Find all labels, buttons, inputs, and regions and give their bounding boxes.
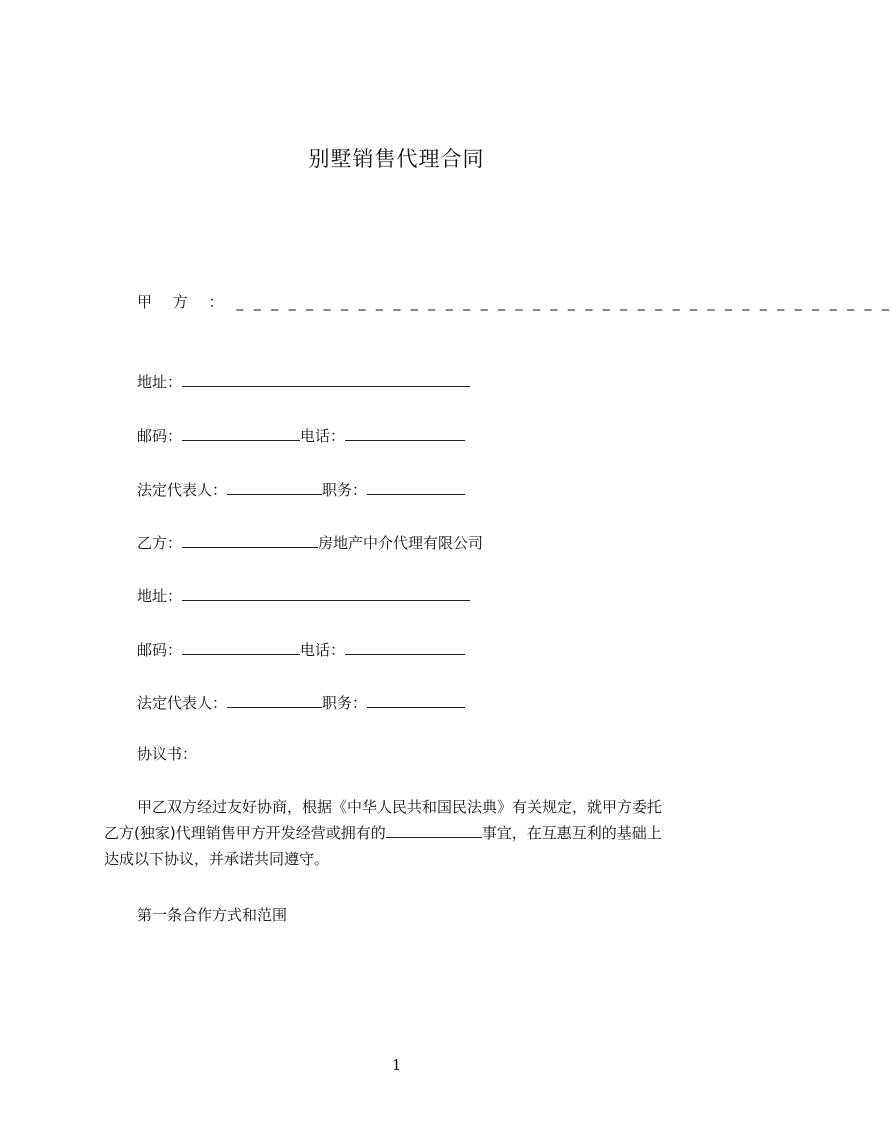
intro-line-2-end: 事宜，在互惠互利的基础上 <box>481 824 662 842</box>
party-b-label: 乙方： <box>137 534 183 552</box>
document-title: 别墅销售代理合同 <box>308 147 485 171</box>
party-a-rep-blank <box>227 479 322 495</box>
intro-paragraph <box>104 794 704 872</box>
page-number: 1 <box>391 1056 402 1074</box>
party-b-address-blank <box>182 585 470 601</box>
intro-property-blank <box>386 822 482 838</box>
party-b-position-blank <box>367 692 465 708</box>
party-b-line <box>137 532 483 553</box>
party-b-name-blank <box>182 532 318 548</box>
party-b-phone-blank <box>345 639 465 655</box>
party-a-phone-label: 电话： <box>300 427 346 445</box>
party-b-company-suffix: 房地产中介代理有限公司 <box>318 534 484 552</box>
party-a-address-line <box>137 371 470 392</box>
party-a-name-blank: _ _ _ _ _ _ _ _ _ _ _ _ _ _ _ _ _ _ _ _ _ _ _ _ _ _ _ _ _ _ _ _ _ _ _ _ _ _ <box>236 295 892 311</box>
party-a-address-blank <box>182 371 470 387</box>
intro-line-1: 甲乙双方经过友好协商，根据《中华人民共和国民法典》有关规定，就甲方委托 <box>137 798 663 816</box>
agreement-heading: 协议书： <box>137 745 198 763</box>
party-b-rep-line <box>137 692 465 713</box>
party-a-line <box>137 292 892 313</box>
party-a-rep-label: 法定代表人： <box>137 481 228 499</box>
party-b-rep-blank <box>227 692 322 708</box>
party-a-postcode-label: 邮码： <box>137 427 183 445</box>
intro-line-2 <box>104 820 704 846</box>
party-b-position-label: 职务： <box>322 694 368 712</box>
party-b-postcode-label: 邮码： <box>137 641 183 659</box>
party-a-position-label: 职务： <box>322 481 368 499</box>
party-b-phone-label: 电话： <box>300 641 346 659</box>
party-b-rep-label: 法定代表人： <box>137 694 228 712</box>
party-a-phone-blank <box>345 425 465 441</box>
party-b-address-label: 地址： <box>137 587 183 605</box>
party-b-address-line <box>137 585 470 606</box>
intro-line-3: 达成以下协议，并承诺共同遵守。 <box>104 850 330 868</box>
intro-line-2-start: 乙方(独家)代理销售甲方开发经营或拥有的 <box>104 824 386 842</box>
party-a-rep-line <box>137 479 465 500</box>
party-a-label: 甲 方 ： <box>137 293 232 311</box>
party-b-postcode-blank <box>182 639 300 655</box>
party-a-address-label: 地址： <box>137 373 183 391</box>
party-a-position-blank <box>367 479 465 495</box>
party-a-contact-line <box>137 425 465 446</box>
article-1-heading: 第一条合作方式和范围 <box>137 906 288 924</box>
party-a-postcode-blank <box>182 425 300 441</box>
party-b-contact-line <box>137 639 465 660</box>
